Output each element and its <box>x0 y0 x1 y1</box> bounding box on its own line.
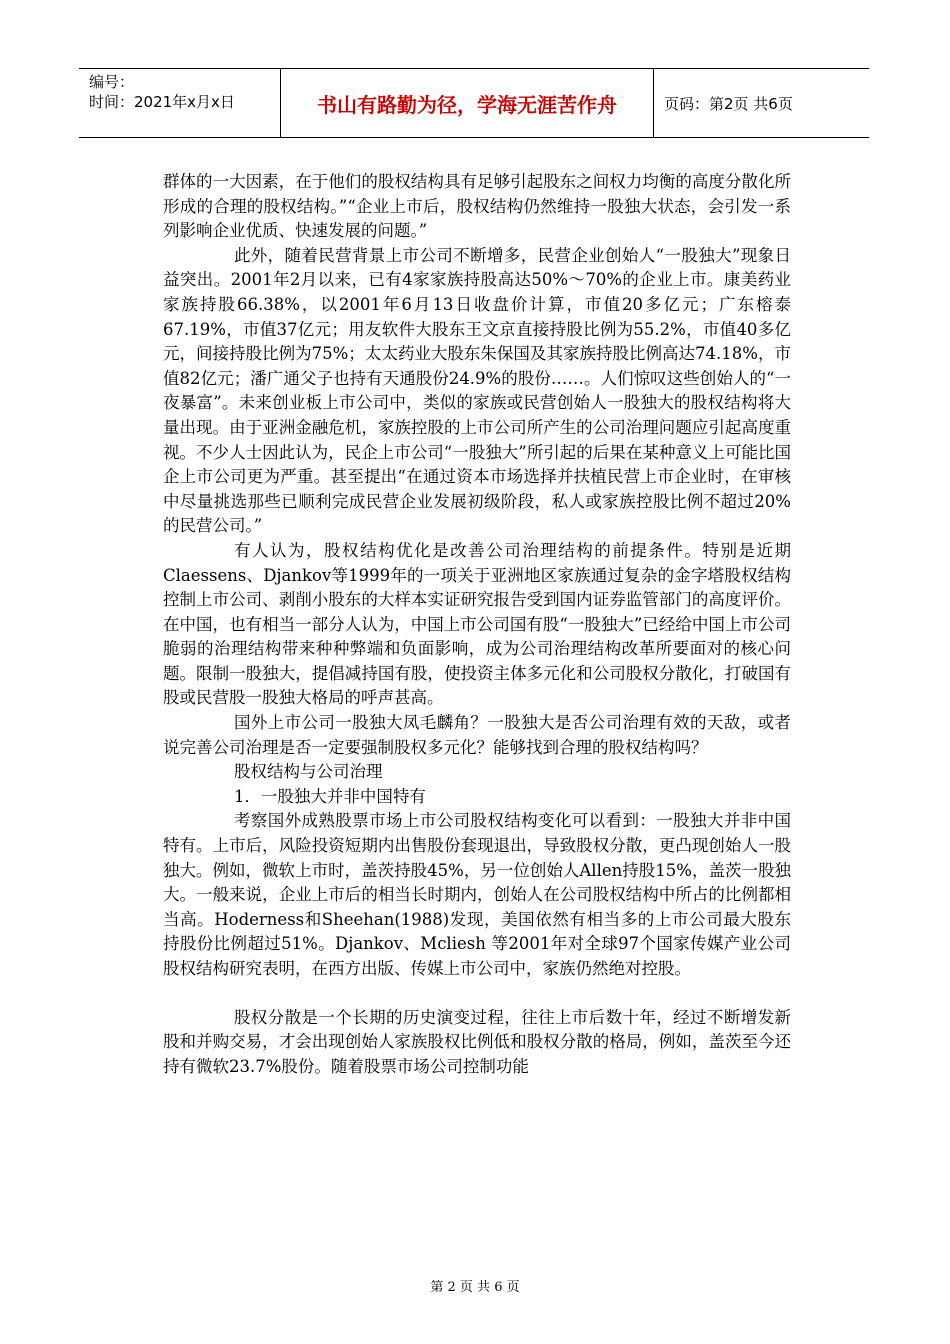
header-motto: 书山有路勤为径，学海无涯苦作舟 <box>281 69 654 137</box>
header-time-label: 时间：2021年x月x日 <box>89 93 235 111</box>
paragraph-2: 此外，随着民营背景上市公司不断增多，民营企业创始人“一股独大”现象日益突出。2001年2月以来，已有4家家族持股高达50%～70%的企业上市。康美药业家族持股66.38%，以2001年6月13日收盘价计算，市值20多亿元；广东榕泰67.19%，市值37亿元；用友软件大股东王文京直接持股比例为55.2%，市值40多亿元，间接持股比例为75%；太太药业大股东朱保国及其家族持股比例高达74.18%，市值82亿元；潘广通父子也持有天通股份24.9%的股份……。人们惊叹这些创始人的“一夜暴富”。未来创业板上市公司中，类似的家族或民营创始人一股独大的股权结构将大量出现。由于亚洲金融危机，家族控股的上市公司所产生的公司治理问题应引起高度重视。不少人士因此认为，民企上市公司“一股独大”所引起的后果在某种意义上可能比国企上市公司更为严重。甚至提出“在通过资本市场选择并扶植民营上市企业时，在审核中尽量挑选那些已顺利完成民营企业发展初级阶段，私人或家族控股比例不超过20%的民营公司。” <box>163 245 791 536</box>
paragraph-4: 国外上市公司一股独大凤毛麟角？一股独大是否公司治理有效的天敌，或者说完善公司治理是否一定要强制股权多元化？能够找到合理的股权结构吗？ <box>163 713 791 757</box>
section-heading: 股权结构与公司治理 <box>233 762 383 782</box>
header-number-label: 编号： <box>89 73 135 91</box>
paragraph-6: 股权分散是一个长期的历史演变过程，往往上市后数十年，经过不断增发新股和并购交易，才会出现创始人家族股权比例低和股权分散的格局，例如，盖茨至今还持有微软23.7%股份。随着股票市场公司控制功能 <box>163 1007 791 1076</box>
subsection-heading: 1．一股独大并非中国特有 <box>233 786 426 806</box>
paragraph-1: 群体的一大因素，在于他们的股权结构具有足够引起股东之间权力均衡的高度分散化所形成的合理的股权结构。”“企业上市后，股权结构仍然维持一股独大状态，会引发一系列影响企业优质、快速发展的问题。” <box>163 172 791 241</box>
page-header <box>79 68 869 138</box>
document-body <box>163 170 791 1079</box>
header-page-label: 页码：第2页 共6页 <box>664 94 793 113</box>
paragraph-5: 考察国外成熟股票市场上市公司股权结构变化可以看到：一股独大并非中国特有。上市后，风险投资短期内出售股份套现退出，导致股权分散，更凸现创始人一股独大。例如，微软上市时，盖茨持股45%，另一位创始人Allen持股15%，盖茨一股独大。一般来说，企业上市后的相当长时期内，创始人在公司股权结构中所占的比例都相当高。Hoderness和Sheehan(1988)发现，美国依然有相当多的上市公司最大股东持股份比例超过51%。Djankov、Mcliesh 等2001年对全球97个国家传媒产业公司股权结构研究表明，在西方出版、传媒上市公司中，家族仍然绝对控股。 <box>163 811 791 978</box>
header-meta <box>79 69 281 137</box>
page-footer: 第 2 页 共 6 页 <box>430 1280 520 1295</box>
paragraph-3: 有人认为，股权结构优化是改善公司治理结构的前提条件。特别是近期Claessens、Djankov等1999年的一项关于亚洲地区家族通过复杂的金字塔股权结构控制上市公司、剥削小股东的大样本实证研究报告受到国内证券监管部门的高度评价。在中国，也有相当一部分人认为，中国上市公司国有股“一股独大”已经给中国上市公司脆弱的治理结构带来种种弊端和负面影响，成为公司治理结构改革所要面对的核心问题。限制一股独大，提倡减持国有股，使投资主体多元化和公司股权分散化，打破国有股或民营股一股独大格局的呼声甚高。 <box>163 540 791 708</box>
